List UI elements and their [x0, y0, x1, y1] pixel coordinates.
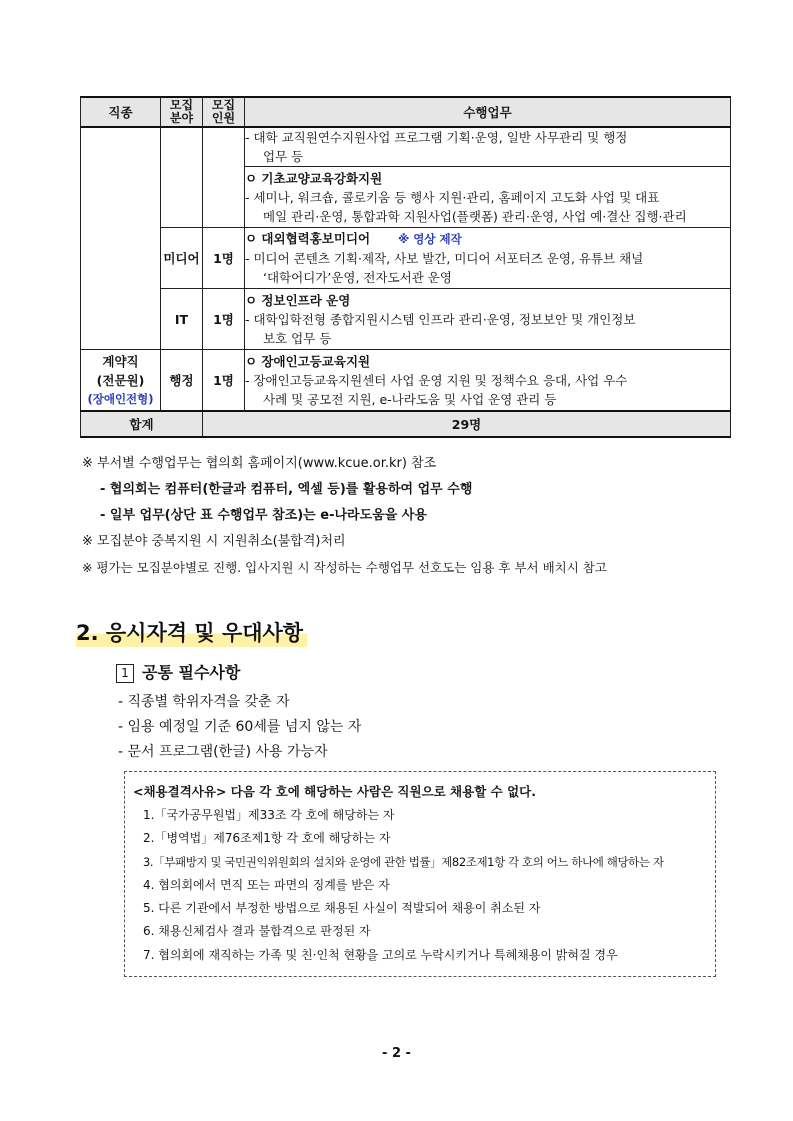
list-item: 6. 채용신체검사 결과 불합격으로 판정된 자 — [143, 924, 371, 939]
field-cell: IT — [161, 289, 203, 350]
duty-cell — [245, 350, 731, 412]
table-row — [81, 350, 731, 412]
recruitment-table — [80, 96, 731, 438]
list-item: 7. 협의회에 재직하는 가족 및 친·인척 현황을 고의로 누락시키거나 특혜채용이 밝혀질 경우 — [143, 947, 618, 962]
header-field: 모집 분야 — [161, 97, 203, 127]
subsection-title: 1 공통 필수사항 — [116, 660, 240, 683]
duty-line: 메일 관리·운영, 통합과학 지원사업(플랫폼) 관리·운영, 사업 예·결산 집행·관리 — [263, 208, 687, 224]
duty-note: ※ 영상 제작 — [398, 232, 462, 246]
duty-line: - 미디어 콘텐츠 기획·제작, 사보 발간, 미디어 서포터즈 운영, 유튜브 채널 — [245, 251, 644, 266]
list-item: - 임용 예정일 기준 60세를 넘지 않는 자 — [118, 719, 362, 735]
duty-heading: ㅇ 정보인프라 운영 — [245, 292, 351, 308]
duty-cell — [245, 289, 731, 350]
header-duties: 수행업무 — [245, 97, 731, 127]
section-title: 2. 응시자격 및 우대사항 — [76, 617, 307, 647]
list-item: 5. 다른 기관에서 부정한 방법으로 채용된 사실이 적발되어 채용이 취소된 자 — [143, 901, 541, 916]
note-line: - 협의회는 컴퓨터(한글과 컴퓨터, 엑셀 등)를 활용하여 업무 수행 — [100, 482, 473, 497]
note-line: ※ 평가는 모집분야별로 진행. 입사지원 시 작성하는 수행업무 선호도는 임용 후 부서 배치시 참고 — [82, 560, 607, 575]
total-row — [81, 411, 731, 437]
count-cell: 1명 — [203, 289, 245, 350]
field-cell-empty — [161, 127, 203, 228]
field-cell: 행정 — [161, 350, 203, 412]
list-item: 4. 협의회에서 면직 또는 파면의 징계를 받은 자 — [143, 877, 390, 892]
note-line: ※ 부서별 수행업무는 협의회 홈페이지(www.kcue.or.kr) 참조 — [82, 456, 437, 471]
table-row — [81, 228, 731, 289]
list-item: - 직종별 학위자격을 갖춘 자 — [118, 694, 290, 710]
duty-line: 업무 등 — [263, 149, 304, 164]
header-count: 모집 인원 — [203, 97, 245, 127]
duty-heading: ㅇ 장애인고등교육지원 — [245, 353, 371, 369]
requirements-list — [118, 690, 361, 765]
field-cell: 미디어 — [161, 228, 203, 289]
duty-heading: ㅇ 대외협력홍보미디어 — [245, 231, 371, 246]
list-item: 3.「부패방지 및 국민권익위원회의 설치와 운영에 관한 법률」제82조제1항 각 호의 어느 하나에 해당하는 자 — [143, 854, 664, 869]
disqualification-title: <채용결격사유> 다음 각 호에 해당하는 사람은 직원으로 채용할 수 없다. — [133, 784, 536, 799]
count-cell: 1명 — [203, 228, 245, 289]
job-type-cell-empty — [81, 127, 161, 350]
disqualification-list — [143, 804, 664, 967]
duty-cell — [245, 127, 731, 167]
duty-line: 보호 업무 등 — [263, 330, 332, 346]
job-type-cell: 계약직 (전문원) (장애인전형) — [81, 350, 161, 412]
subsection-number: 1 — [116, 664, 134, 683]
note-line: ※ 모집분야 중복지원 시 지원취소(불합격)처리 — [82, 534, 346, 549]
count-cell: 1명 — [203, 350, 245, 412]
duty-cell — [245, 167, 731, 228]
list-item: 1.「국가공무원법」제33조 각 호에 해당하는 자 — [143, 808, 395, 822]
table-row — [81, 289, 731, 350]
list-item: 2.「병역법」제76조제1항 각 호에 해당하는 자 — [143, 831, 391, 846]
duty-line: - 세미나, 워크숍, 콜로키움 등 행사 지원·관리, 홈페이지 고도화 사업 및 대표 — [245, 189, 660, 205]
duty-line: - 대학입학전형 종합지원시스템 인프라 관리·운영, 정보보안 및 개인정보 — [245, 311, 636, 327]
duty-line: - 대학 교직원연수지원사업 프로그램 기획·운영, 일반 사무관리 및 행정 — [245, 130, 628, 145]
header-job-type: 직종 — [81, 97, 161, 127]
total-value: 29명 — [203, 411, 731, 437]
duty-line: ‘대학어디가’운영, 전자도서관 운영 — [263, 270, 452, 285]
table-header-row — [81, 97, 731, 127]
duty-heading: ㅇ 기초교양교육강화지원 — [245, 170, 383, 186]
count-cell-empty — [203, 127, 245, 228]
table-row — [81, 127, 731, 167]
list-item: - 문서 프로그램(한글) 사용 가능자 — [118, 744, 328, 760]
duty-cell — [245, 228, 731, 289]
page-number: - 2 - — [382, 1046, 411, 1061]
duty-line: 사례 및 공모전 지원, e-나라도움 및 사업 운영 관리 등 — [263, 391, 557, 407]
total-label: 합계 — [81, 411, 203, 437]
note-line: - 일부 업무(상단 표 수행업무 참조)는 e-나라도움을 사용 — [100, 508, 427, 523]
duty-line: - 장애인고등교육지원센터 사업 운영 지원 및 정책수요 응대, 사업 우수 — [245, 372, 628, 388]
disqualification-box — [124, 771, 716, 977]
table-notes — [82, 451, 742, 581]
